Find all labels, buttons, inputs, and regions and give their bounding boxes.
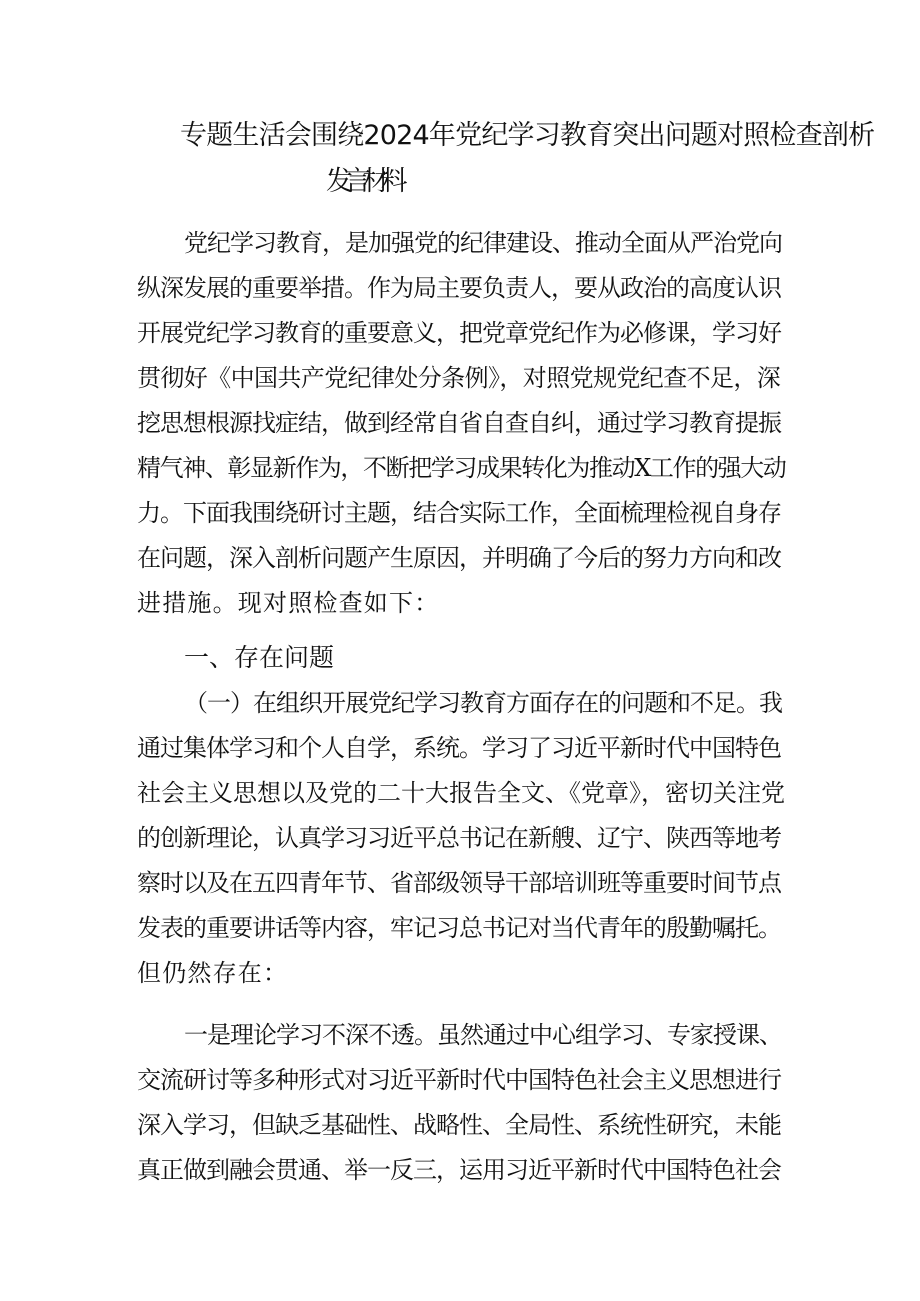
document-title-line2: 发言材料 [326,166,399,197]
intro-line-5: 挖思想根源找症结，做到经常自省自查自纠，通过学习教育提振 [137,409,781,437]
sub1-line-7: 但仍然存在： [137,959,289,987]
intro-line-8: 在问题，深入剖析问题产生原因，并明确了今后的努力方向和改 [137,544,781,572]
intro-line-9: 进措施。现对照检查如下： [137,589,440,617]
sub1-line-5: 察时以及在五四青年节、省部级领导干部培训班等重要时间节点 [137,869,781,897]
point1-line-4: 真正做到融会贯通、举一反三，运用习近平新时代中国特色社会 [137,1156,781,1184]
document-title-line1: 专题生活会围绕2024年党纪学习教育突出问题对照检查剖析 [180,120,875,151]
point1-line-2: 交流研讨等多种形式对习近平新时代中国特色社会主义思想进行 [137,1066,781,1094]
sub1-line-1: （一）在组织开展党纪学习教育方面存在的问题和不足。我 [184,689,782,717]
intro-line-2: 纵深发展的重要举措。作为局主要负责人，要从政治的高度认识 [137,274,781,302]
point1-line-1: 一是理论学习不深不透。虽然通过中心组学习、专家授课、 [184,1021,782,1049]
intro-line-6: 精气神、彰显新作为，不断把学习成果转化为推动X工作的强大动 [137,454,786,482]
section-heading-problems: 一、存在问题 [184,643,335,672]
sub1-line-6: 发表的重要讲话等内容，牢记习总书记对当代青年的殷勤嘱托。 [137,914,781,942]
point1-line-3: 深入学习，但缺乏基础性、战略性、全局性、系统性研究，未能 [137,1111,781,1139]
intro-line-3: 开展党纪学习教育的重要意义，把党章党纪作为必修课，学习好 [137,319,781,347]
sub1-line-4: 的创新理论，认真学习习近平总书记在新艘、辽宁、陕西等地考 [137,824,781,852]
intro-line-1: 党纪学习教育，是加强党的纪律建设、推动全面从严治党向 [184,229,782,257]
sub1-line-2: 通过集体学习和个人自学，系统。学习了习近平新时代中国特色 [137,734,781,762]
sub1-line-3: 社会主义思想以及党的二十大报告全文、《党章》，密切关注党 [137,779,785,807]
intro-line-4: 贯彻好《中国共产党纪律处分条例》，对照党规党纪查不足，深 [137,364,781,392]
intro-line-7: 力。下面我围绕研讨主题，结合实际工作，全面梳理检视自身存 [137,499,781,527]
